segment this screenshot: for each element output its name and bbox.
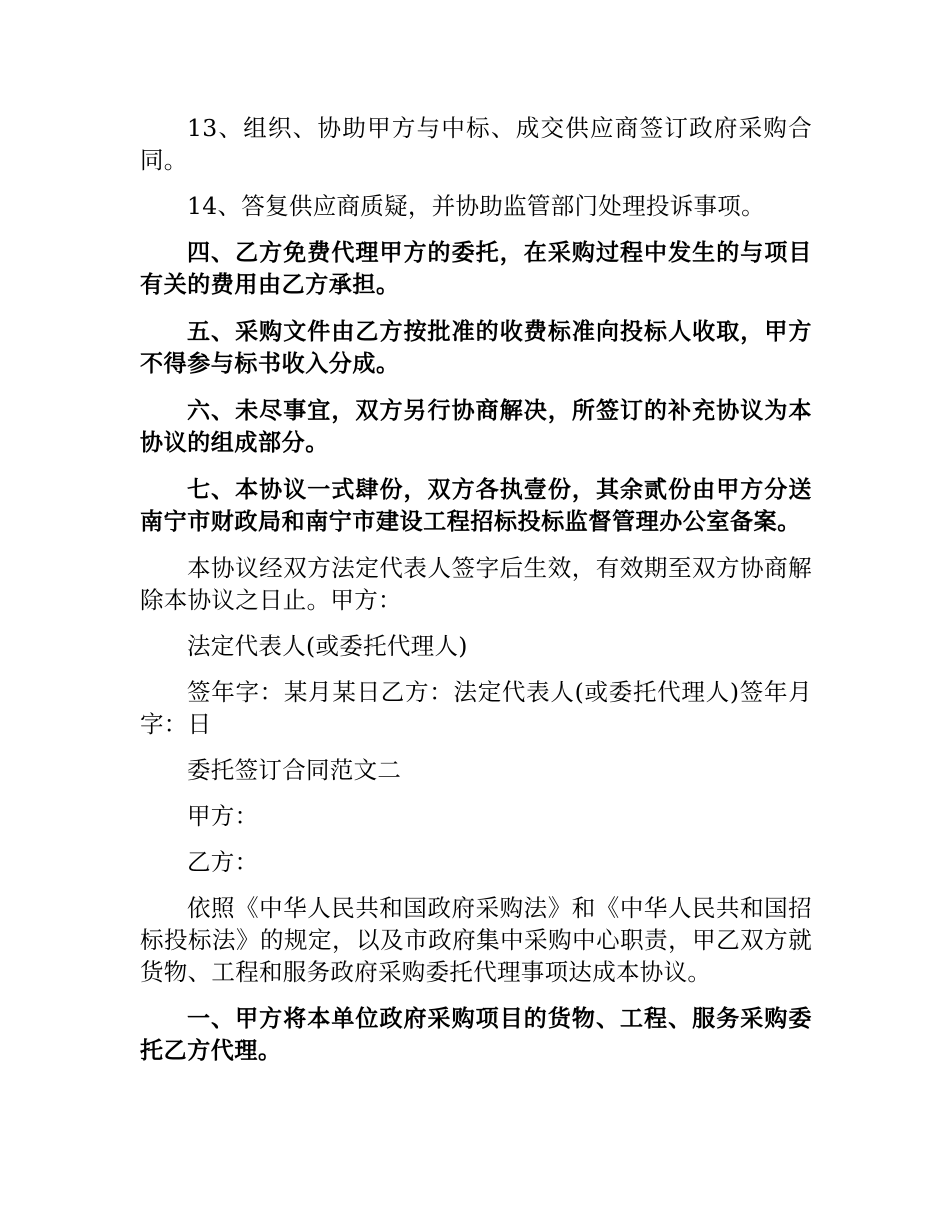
signature-line: 签年字：某月某日乙方：法定代表人(或委托代理人)签年月字：日 (140, 678, 812, 738)
paragraph-item-14: 14、答复供应商质疑，并协助监管部门处理投诉事项。 (187, 192, 765, 220)
clause-six: 六、未尽事宜，双方另行协商解决，所签订的补充协议为本协议的组成部分。 (140, 398, 812, 456)
paragraph-item-13: 13、组织、协助甲方与中标、成交供应商签订政府采购合同。 (140, 114, 812, 174)
effective-clause: 本协议经双方法定代表人签字后生效，有效期至双方协商解除本协议之日止。甲方： (140, 554, 812, 614)
clause-four: 四、乙方免费代理甲方的委托，在采购过程中发生的与项目有关的费用由乙方承担。 (140, 240, 812, 298)
clause-five: 五、采购文件由乙方按批准的收费标准向投标人收取，甲方不得参与标书收入分成。 (140, 319, 812, 377)
party-a-label: 甲方： (187, 802, 259, 830)
party-b-label: 乙方： (187, 848, 259, 876)
sample-two-title: 委托签订合同范文二 (187, 756, 402, 784)
clause-seven: 七、本协议一式肆份，双方各执壹份，其余贰份由甲方分送南宁市财政局和南宁市建设工程招标投标监督管理办公室备案。 (140, 477, 812, 535)
legal-representative-line: 法定代表人(或委托代理人) (187, 632, 468, 660)
preamble-paragraph: 依照《中华人民共和国政府采购法》和《中华人民共和国招标投标法》的规定，以及市政府集中采购中心职责，甲乙双方就货物、工程和服务政府采购委托代理事项达成本协议。 (140, 894, 812, 986)
clause-one: 一、甲方将本单位政府采购项目的货物、工程、服务采购委托乙方代理。 (140, 1006, 812, 1064)
document-body (140, 112, 812, 1067)
